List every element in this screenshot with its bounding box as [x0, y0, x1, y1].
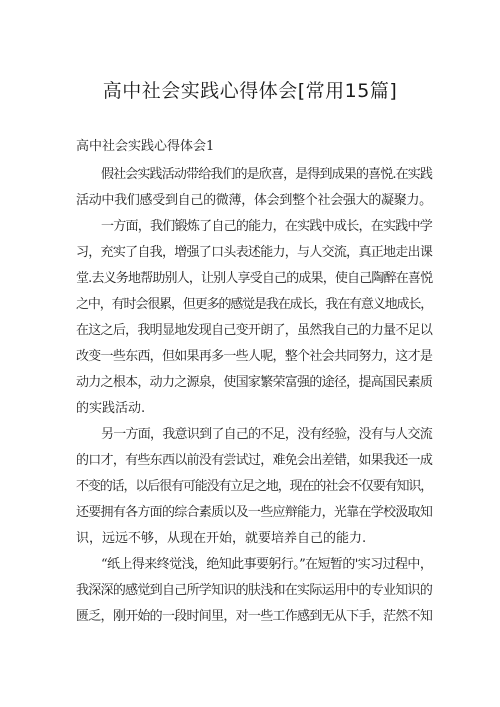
paragraph-line: 一方面，我们锻炼了自己的能力，在实践中成长，在实践中学: [101, 219, 433, 234]
paragraph-line: 习，充实了自我，增强了口头表述能力，与人交流，真正地走出课: [76, 245, 433, 260]
paragraph-line: 匮乏，刚开始的一段时间里，对一些工作感到无从下手，茫然不知: [76, 609, 433, 624]
paragraph-line: 改变一些东西，但如果再多一些人呢，整个社会共同努力，这才是: [76, 349, 433, 364]
paragraph-line: 不变的话，以后很有可能没有立足之地，现在的社会不仅要有知识，: [76, 479, 433, 494]
paragraph-line: 识，远远不够，从现在开始，就要培养自己的能力.: [76, 531, 367, 546]
document-title: 高中社会实践心得体会[常用15篇]: [102, 80, 398, 102]
paragraph-line: 的实践活动.: [76, 401, 146, 416]
paragraph-line: 还要拥有各方面的综合素质以及一些应辩能力，光靠在学校汲取知: [76, 505, 433, 520]
paragraph-line: 另一方面，我意识到了自己的不足，没有经验，没有与人交流: [101, 427, 433, 442]
paragraph-line: 动力之根本，动力之源泉，使国家繁荣富强的途径，提高国民素质: [76, 375, 433, 390]
paragraph-line: 在这之后，我明显地发现自己变开朗了，虽然我自己的力量不足以: [76, 323, 433, 338]
section-heading: 高中社会实践心得体会1: [76, 139, 215, 154]
paragraph-line: 堂.去义务地帮助别人，让别人享受自己的成果，使自己陶醉在喜悦: [76, 271, 433, 286]
paragraph-line: 假社会实践活动带给我们的是欣喜，是得到成果的喜悦.在实践: [101, 167, 433, 182]
paragraph-line: 的口才，有些东西以前没有尝试过，难免会出差错，如果我还一成: [76, 453, 433, 468]
paragraph-line: “纸上得来终觉浅，绝知此事要躬行。”在短暂的'实习过程中，: [101, 557, 433, 572]
paragraph-line: 之中，有时会很累，但更多的感觉是我在成长，我在有意义地成长，: [76, 297, 433, 312]
paragraph-line: 活动中我们感受到自己的微薄，体会到整个社会强大的凝聚力。: [76, 193, 432, 208]
paragraph-line: 我深深的感觉到自己所学知识的肤浅和在实际运用中的专业知识的: [76, 583, 433, 598]
